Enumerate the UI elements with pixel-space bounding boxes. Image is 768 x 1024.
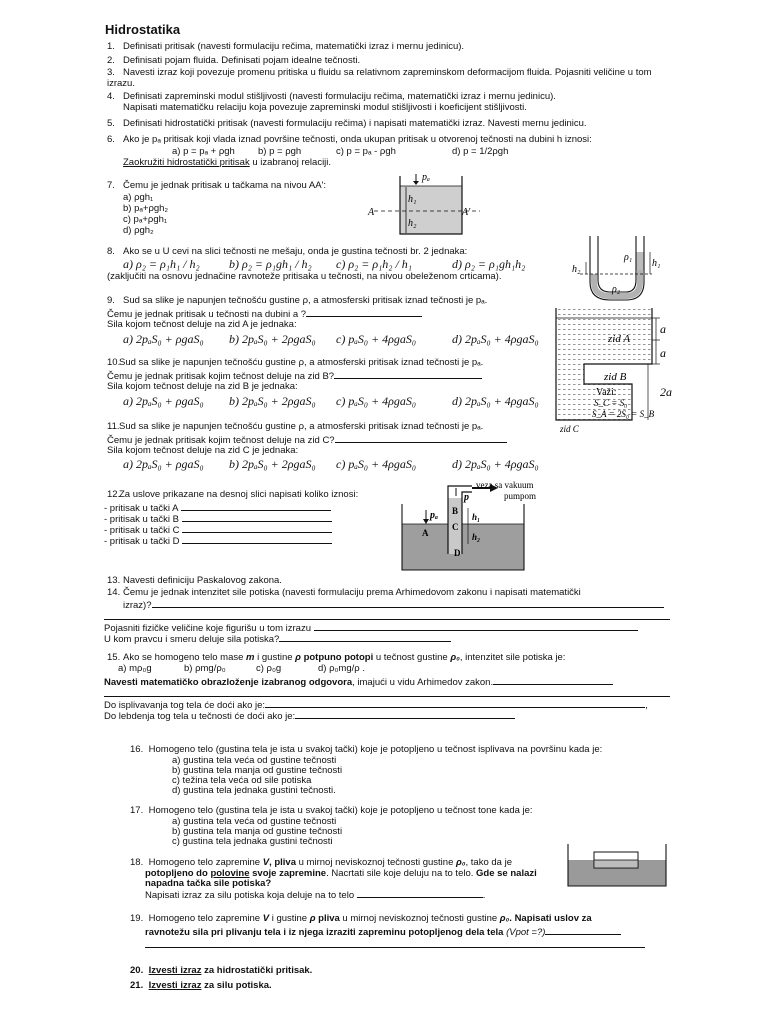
q15-line-3: Do isplivavanja tog tela će doći ako je: ,: [104, 700, 648, 711]
figure-floating-body: [562, 840, 672, 890]
q18-line-2: potopljeno do polovine svoje zapremine. Nacrtati sile koje deluju na to telo. Gde se nalazi: [145, 868, 537, 879]
q11-line-2: Čemu je jednak pritisak kojim tečnost deluje na zid C?: [107, 433, 507, 446]
fig12-p-label: p: [464, 492, 469, 503]
q12-item-b: - pritisak u tački B: [104, 512, 332, 525]
question-7: 7. Čemu je jednak pritisak u tačkama na nivou AA':: [107, 180, 327, 191]
fig9-relation-2: S_A = 2S₀ = S_B: [592, 409, 655, 419]
fig9-2a-label: 2a: [660, 385, 672, 399]
q10-option-b[interactable]: b) 2pₐS₀ + 2ρgaS₀: [229, 394, 316, 408]
fig12-h2-label: h₂: [472, 532, 481, 542]
q15-option-d[interactable]: d) ρ₀mg/ρ .: [318, 663, 365, 674]
q7-option-b[interactable]: b) pₐ+ρgh₂: [123, 203, 169, 214]
question-20: 20. Izvesti izraz za hidrostatički pritisak.: [130, 965, 313, 976]
q15-option-a[interactable]: a) mρ₀g: [118, 663, 152, 674]
q11-option-d[interactable]: d) 2pₐS₀ + 4ρgaS₀: [452, 457, 539, 471]
q6-option-c[interactable]: c) p = pₐ - ρgh: [336, 146, 396, 157]
question-18: 18. Homogeno telo zapremine V, pliva u mirnoj neviskoznoj tečnosti gustine ρ₀, tako da je: [130, 857, 512, 868]
question-5: 5. Definisati hidrostatički pritisak (navesti formulaciju rečima) i napisati matematički izraz. Navesti mernu jedinicu.: [107, 118, 587, 129]
q15-answer-line[interactable]: [104, 687, 670, 697]
fig7-h2-label: h₂: [408, 218, 417, 229]
question-21: 21. Izvesti izraz za silu potiska.: [130, 980, 272, 991]
fig7-a-prime-label: A': [462, 207, 471, 218]
q8-option-a[interactable]: a) ρ₂ = ρ₁h₁ / h₂: [123, 257, 200, 271]
figure-vacuum-vessel: [396, 478, 596, 574]
question-6: 6. Ako je pₐ pritisak koji vlada iznad površine tečnosti, onda ukupan pritisak u otvorenoj tečnosti na dubini h iznosi:: [107, 134, 592, 145]
q15-line-2: Navesti matematičko obrazloženje izabranog odgovora, imajući u vidu Arhimedov zakon.: [104, 675, 613, 688]
q9-option-c[interactable]: c) pₐS₀ + 4ρgaS₀: [336, 332, 417, 346]
fig8-rho2-label: ρ₂: [612, 284, 621, 295]
question-9: 9. Sud sa slike je napunjen tečnošću gustine ρ, a atmosferski pritisak iznad tečnosti je pₐ.: [107, 295, 488, 306]
fig7-pa-label: pₐ: [422, 172, 430, 183]
q16-option-d[interactable]: d) gustina tela jednaka gustini tečnosti.: [172, 785, 336, 796]
q17-option-a[interactable]: a) gustina tela veća od gustine tečnosti: [172, 816, 337, 827]
fig9-zid-a-label: zid A: [608, 333, 631, 345]
q11-line-3: Sila kojom tečnost deluje na zid C je jednaka:: [107, 445, 299, 456]
q11-option-a[interactable]: a) 2pₐS₀ + ρgaS₀: [123, 457, 204, 471]
q9-line-3: Sila kojom tečnost deluje na zid A je jednaka:: [107, 319, 297, 330]
q8-option-d[interactable]: d) ρ₂ = ρ₁gh₁h₂: [452, 257, 526, 271]
fig9-relation-1: S_C = S₀: [594, 398, 628, 408]
question-1: 1. Definisati pritisak (navesti formulaciju rečima, matematički izraz i mernu jedinicu).: [107, 41, 465, 52]
question-3: 3. Navesti izraz koji povezuje promenu pritiska u fluidu sa relativnom zapreminskom deformacijom fluida. Pojasniti veličine u tom izrazu.: [107, 67, 652, 90]
q14-line-4: U kom pravcu i smeru deluje sila potiska?: [104, 632, 451, 645]
q19-answer-line[interactable]: [145, 938, 645, 948]
q14-answer-line[interactable]: [104, 610, 670, 620]
question-4: 4. Definisati zapreminski modul stišljivosti (navesti formulaciju rečima, matematički izraz i mernu jedinicu). Napisati matematičku relaciju koja povezuje zapreminski modul stišljivosti i koeficijent stišljivosti.: [107, 91, 556, 114]
question-12: 12.Za uslove prikazane na desnoj slici napisati koliko iznosi:: [107, 489, 359, 500]
q10-option-d[interactable]: d) 2pₐS₀ + 4ρgaS₀: [452, 394, 539, 408]
question-13: 13. Navesti definiciju Paskalovog zakona.: [107, 575, 282, 586]
figure-step-vessel: [548, 302, 688, 434]
q6-option-a[interactable]: a) p = pₐ + ρgh: [172, 146, 235, 157]
q10-option-a[interactable]: a) 2pₐS₀ + ρgaS₀: [123, 394, 204, 408]
question-10: 10.Sud sa slike je napunjen tečnošću gustine ρ, a atmosferski pritisak iznad tečnosti je pₐ.: [107, 357, 484, 368]
q17-option-b[interactable]: b) gustina tela manja od gustine tečnosti: [172, 826, 343, 837]
question-15: 15. Ako se homogeno telo mase m i gustine ρ potpuno potopi u tečnost gustine ρ₀, intenzitet sile potiska je:: [107, 652, 566, 663]
fig9-a1-label: a: [660, 322, 666, 336]
q6-note: Zaokružiti hidrostatički pritisak u izabranoj relaciji.: [123, 157, 332, 168]
q18-line-3: napadna tačka sile potiska?: [145, 878, 272, 889]
q11-option-b[interactable]: b) 2pₐS₀ + 2ρgaS₀: [229, 457, 316, 471]
figure-vessel-aa: [360, 168, 490, 240]
q6-option-b[interactable]: b) p = ρgh: [258, 146, 302, 157]
fig8-rho1-label: ρ₁: [624, 252, 633, 263]
q10-option-c[interactable]: c) pₐS₀ + 4ρgaS₀: [336, 394, 417, 408]
q8-option-b[interactable]: b) ρ₂ = ρ₁gh₁ / h₂: [229, 257, 312, 271]
fig12-h1-label: h₁: [472, 512, 481, 522]
question-14: 14. Čemu je jednak intenzitet sile potiska (navesti formulaciju prema Arhimedovom zakonu i napisati matematički izraz)?: [107, 587, 687, 611]
fig12-d-label: D: [454, 548, 461, 558]
q9-option-d[interactable]: d) 2pₐS₀ + 4ρgaS₀: [452, 332, 539, 346]
fig9-vazi-label: Važi:: [596, 387, 617, 398]
question-2: 2. Definisati pojam fluida. Definisati pojam idealne tečnosti.: [107, 55, 361, 66]
q12-item-c: - pritisak u tački C: [104, 523, 332, 536]
question-11: 11.Sud sa slike je napunjen tečnošću gustine ρ, a atmosferski pritisak iznad tečnosti je pₐ.: [107, 421, 484, 432]
q16-option-c[interactable]: c) težina tela veća od sile potiska: [172, 775, 312, 786]
fig12-c-label: C: [452, 522, 459, 532]
question-19: 19. Homogeno telo zapremine V i gustine ρ pliva u mirnoj neviskoznoj tečnosti gustine ρ₀. Napisati uslov za: [130, 913, 592, 924]
figure-u-tube: [572, 234, 672, 306]
page-title: Hidrostatika: [105, 22, 181, 37]
q7-option-a[interactable]: a) ρgh₁: [123, 192, 154, 203]
q8-note: (zaključiti na osnovu jednačine ravnoteže pritisaka u tečnosti, na nivou obeleženom crticama).: [107, 271, 502, 282]
fig9-zid-b-label: zid B: [604, 371, 627, 383]
fig12-a-label: A: [422, 528, 429, 538]
q18-line-4: Napisati izraz za silu potiska koja deluje na to telo .: [145, 890, 486, 901]
question-17: 17. Homogeno telo (gustina tela je ista u svakoj tački) koje je potopljeno u tečnost tone kada je:: [130, 805, 533, 816]
fig12-b-label: B: [452, 506, 459, 516]
q15-option-b[interactable]: b) ρmg/ρ₀: [184, 663, 226, 674]
q17-option-c[interactable]: c) gustina tela jednaka gustini tečnosti: [172, 836, 333, 847]
q8-option-c[interactable]: c) ρ₂ = ρ₁h₂ / h₁: [336, 257, 412, 271]
q12-item-a: - pritisak u tački A: [104, 501, 331, 514]
question-16: 16. Homogeno telo (gustina tela je ista u svakoj tački) koje je potopljeno u tečnost isplivava na površinu kada je:: [130, 744, 603, 755]
fig12-veza-label: veza sa vakuum: [476, 480, 534, 490]
q10-line-3: Sila kojom tečnost deluje na zid B je jednaka:: [107, 381, 298, 392]
q9-option-b[interactable]: b) 2pₐS₀ + 2ρgaS₀: [229, 332, 316, 346]
fig8-h2-label: h₂: [572, 264, 581, 275]
fig12-pa-label: pₐ: [430, 510, 438, 521]
q9-option-a[interactable]: a) 2pₐS₀ + ρgaS₀: [123, 332, 204, 346]
question-8: 8. Ako se u U cevi na slici tečnosti ne mešaju, onda je gustina tečnosti br. 2 jednaka:: [107, 246, 468, 257]
fig9-a2-label: a: [660, 346, 666, 360]
q6-option-d[interactable]: d) p = 1/2ρgh: [452, 146, 509, 157]
q10-line-2: Čemu je jednak pritisak kojim tečnost deluje na zid B?: [107, 369, 482, 382]
q9-line-2: Čemu je jednak pritisak u tečnosti na dubini a ?: [107, 307, 422, 320]
q12-item-d: - pritisak u tački D: [104, 534, 332, 547]
q7-option-d[interactable]: d) ρgh₂: [123, 225, 154, 236]
fig7-a-label: A: [368, 207, 375, 218]
q7-option-c[interactable]: c) pₐ+ρgh₁: [123, 214, 168, 225]
q15-line-4: Do lebdenja tog tela u tečnosti će doći ako je:: [104, 709, 515, 722]
q16-option-a[interactable]: a) gustina tela veća od gustine tečnosti: [172, 755, 337, 766]
fig7-h1-label: h₁: [408, 194, 417, 205]
q19-line-2: ravnotežu sila pri plivanju tela i iz njega izraziti zapreminu potopljenog dela tela (Vpot =?): [145, 925, 621, 938]
q15-option-c[interactable]: c) ρ₀g: [256, 663, 282, 674]
fig12-pumpom-label: pumpom: [504, 491, 537, 501]
fig9-zid-c-label: zid C: [560, 424, 579, 434]
q11-option-c[interactable]: c) pₐS₀ + 4ρgaS₀: [336, 457, 417, 471]
q14-line-3: Pojasniti fizičke veličine koje figurišu u tom izrazu: [104, 621, 638, 634]
fig8-h1-label: h₁: [652, 258, 661, 269]
q16-option-b[interactable]: b) gustina tela manja od gustine tečnosti: [172, 765, 343, 776]
